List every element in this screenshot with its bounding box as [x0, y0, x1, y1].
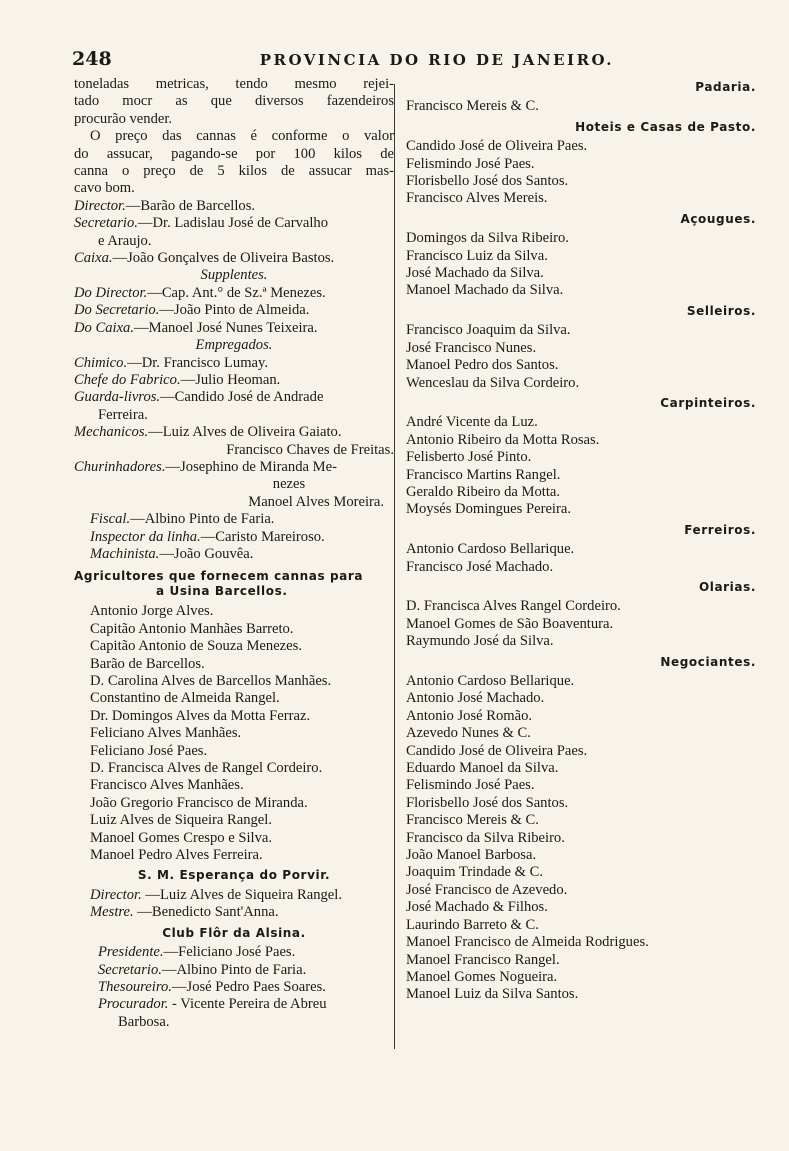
list-item: Florisbello José dos Santos. — [406, 173, 569, 190]
list-item: Manoel Gomes de São Boaventura. — [406, 615, 614, 632]
section-heading: Carpinteiros. — [660, 395, 756, 410]
list-item: Antonio Cardoso Bellarique. — [406, 541, 575, 558]
list-item: Francisco Joaquim da Silva. — [406, 322, 571, 339]
page-number: 248 — [72, 48, 112, 70]
section-list — [400, 414, 760, 518]
agricultores-heading — [74, 569, 394, 599]
list-item: Francisco José Machado. — [406, 558, 554, 575]
section-heading: Açougues. — [680, 211, 756, 226]
officer-entry — [74, 996, 394, 1013]
section-list — [400, 541, 760, 576]
list-item: Capitão Antonio de Souza Menezes. — [90, 638, 302, 655]
officer-entry — [74, 979, 394, 996]
role-label: Guarda-livros. — [74, 389, 161, 406]
left-column — [74, 76, 394, 1031]
list-item: Feliciano Alves Manhães. — [90, 725, 242, 742]
list-item: Manoel Luiz da Silva Santos. — [406, 986, 579, 1003]
supplente-entry — [74, 302, 394, 319]
person-name: - Vicente Pereira de Abreu — [168, 996, 327, 1013]
list-item: D. Francisca Alves Rangel Cordeiro. — [406, 598, 621, 615]
person-name: e Araujo. — [98, 232, 152, 249]
person-name: —Josephino de Miranda Me- — [165, 458, 337, 475]
role-label: Caixa. — [74, 250, 113, 267]
list-item: Francisco Mereis & C. — [406, 98, 539, 115]
officer-entry-continued — [74, 1014, 394, 1031]
supplentes-heading: Supplentes. — [200, 267, 268, 284]
section-list — [400, 598, 760, 650]
list-item: Feliciano José Paes. — [90, 742, 208, 759]
officer-entry — [74, 887, 394, 904]
text-line: toneladas metricas, tendo mesmo rejei- — [74, 76, 394, 92]
person-name: Francisco Chaves de Freitas. — [226, 441, 394, 458]
list-item: Francisco Martins Rangel. — [406, 466, 561, 483]
list-item: Luiz Alves de Siqueira Rangel. — [90, 812, 272, 829]
right-column — [400, 76, 760, 1004]
list-item: Dr. Domingos Alves da Motta Ferraz. — [90, 707, 311, 724]
list-item: João Manoel Barbosa. — [406, 847, 537, 864]
person-name: —Candido José de Andrade — [160, 389, 324, 406]
person-name: —Albino Pinto de Faria. — [130, 511, 275, 528]
person-name: —João Gouvêa. — [159, 545, 254, 562]
employee-entry-continued — [74, 494, 394, 511]
list-item: Raymundo José da Silva. — [406, 633, 554, 650]
person-name: —Barão de Barcellos. — [125, 197, 256, 214]
role-label: Do Caixa. — [74, 319, 134, 336]
person-name: —Luiz Alves de Oliveira Gaiato. — [148, 424, 342, 441]
section-list — [400, 322, 760, 392]
employee-entry — [74, 389, 394, 406]
list-item: João Gregorio Francisco de Miranda. — [90, 794, 308, 811]
officer-entry — [74, 198, 394, 215]
employee-entry — [74, 459, 394, 476]
list-item: Manoel Francisco de Almeida Rodrigues. — [406, 934, 649, 951]
role-label: Churinhadores. — [74, 458, 166, 475]
heading-line: Agricultores que fornecem cannas para — [74, 569, 364, 584]
list-item: Antonio Ribeiro da Motta Rosas. — [406, 431, 600, 448]
section-heading: Olarias. — [698, 579, 756, 594]
employee-entry-continued — [74, 407, 394, 424]
text-line: tado mocr as que diversos fazendeiros — [74, 93, 394, 110]
empregados-heading: Empregados. — [195, 337, 273, 354]
list-item: Francisco Alves Manhães. — [90, 777, 244, 794]
supplente-entry — [74, 285, 394, 302]
list-item: André Vicente da Luz. — [406, 414, 538, 431]
column-divider — [394, 84, 395, 1049]
esperanca-list — [74, 887, 394, 922]
list-item: José Machado & Filhos. — [406, 899, 548, 916]
role-label: Do Secretario. — [74, 302, 160, 319]
section-heading: Negociantes. — [660, 654, 756, 669]
section-heading: Padaria. — [695, 80, 756, 94]
role-label: Mestre. — [90, 904, 134, 921]
role-label: Procurador. — [98, 996, 169, 1013]
list-item: Manoel Gomes Crespo e Silva. — [90, 829, 272, 846]
person-name: Ferreira. — [98, 406, 148, 423]
list-item: Manoel Pedro Alves Ferreira. — [90, 847, 263, 864]
officers-list — [74, 198, 394, 268]
list-item: Joaquim Trindade & C. — [406, 864, 544, 881]
list-item: Antonio José Machado. — [406, 690, 545, 707]
list-item: D. Francisca Alves de Rangel Cordeiro. — [90, 760, 323, 777]
person-name: —Cap. Ant.° de Sz.ª Menezes. — [147, 284, 326, 301]
page-title: PROVINCIA DO RIO DE JANEIRO. — [259, 51, 614, 69]
list-item: José Machado da Silva. — [406, 265, 544, 282]
employee-entry — [74, 546, 394, 563]
role-label: Director. — [90, 886, 142, 903]
list-item: Francisco Luiz da Silva. — [406, 247, 548, 264]
section-list — [400, 98, 760, 115]
list-item: Azevedo Nunes & C. — [406, 725, 531, 742]
employee-entry-continued — [74, 442, 394, 459]
list-item: Felisberto José Pinto. — [406, 449, 532, 466]
text-line: O preço das cannas é conforme o valor — [90, 128, 394, 145]
section-list — [400, 673, 760, 1004]
role-label: Inspector da linha. — [90, 528, 201, 545]
list-item: José Francisco de Azevedo. — [406, 881, 568, 898]
list-item: Constantino de Almeida Rangel. — [90, 690, 280, 707]
esperanca-heading: S. M. Esperança do Porvir. — [137, 868, 331, 883]
section-heading: Hoteis e Casas de Pasto. — [575, 119, 756, 134]
heading-line: a Usina Barcellos. — [156, 584, 288, 599]
list-item: Candido José de Oliveira Paes. — [406, 138, 588, 155]
role-label: Thesoureiro. — [98, 978, 172, 995]
person-name: —Dr. Francisco Lumay. — [127, 354, 269, 371]
section-list — [400, 138, 760, 208]
employee-entry — [74, 511, 394, 528]
role-label: Presidente. — [98, 944, 164, 961]
role-label: Do Director. — [74, 284, 148, 301]
person-name: Barbosa. — [118, 1013, 170, 1030]
role-label: Chimico. — [74, 354, 128, 371]
list-item: Manoel Gomes Nogueira. — [406, 968, 558, 985]
list-item: Eduardo Manoel da Silva. — [406, 760, 559, 777]
list-item: Moysés Domingues Pereira. — [406, 501, 571, 518]
page-header — [72, 48, 762, 74]
section-heading: Selleiros. — [686, 303, 756, 318]
role-label: Director. — [74, 197, 126, 214]
list-item: Florisbello José dos Santos. — [406, 794, 569, 811]
role-label: Machinista. — [90, 545, 160, 562]
list-item: Manoel Pedro dos Santos. — [406, 357, 559, 374]
person-name: —Julio Heoman. — [180, 371, 281, 388]
club-heading: Club Flôr da Alsina. — [162, 925, 306, 940]
list-item: Francisco Alves Mereis. — [406, 190, 548, 207]
person-name: nezes — [272, 476, 306, 493]
text-line: procurão vender. — [74, 110, 173, 127]
person-name: —Dr. Ladislau José de Carvalho — [137, 215, 328, 232]
person-name: Manoel Alves Moreira. — [248, 493, 384, 510]
person-name: —José Pedro Paes Soares. — [171, 978, 326, 995]
officer-entry — [74, 215, 394, 232]
list-item: Felismindo José Paes. — [406, 155, 535, 172]
section-heading: Ferreiros. — [684, 522, 756, 537]
role-label: Secretario. — [74, 215, 138, 232]
list-item: Antonio José Romão. — [406, 707, 533, 724]
list-item: Wenceslau da Silva Cordeiro. — [406, 374, 580, 391]
text-line: cavo bom. — [74, 180, 135, 197]
person-name: —Caristo Mareiroso. — [200, 528, 325, 545]
list-item: Antonio Jorge Alves. — [90, 603, 214, 620]
officer-entry — [74, 250, 394, 267]
list-item: Francisco da Silva Ribeiro. — [406, 829, 565, 846]
club-list — [74, 944, 394, 1031]
agricultores-list — [74, 603, 394, 864]
list-item: Laurindo Barreto & C. — [406, 916, 539, 933]
intro-paragraph — [74, 76, 394, 198]
list-item: Antonio Cardoso Bellarique. — [406, 673, 575, 689]
person-name: —João Gonçalves de Oliveira Bastos. — [112, 250, 335, 267]
role-label: Fiscal. — [90, 511, 131, 528]
text-line: do assucar, pagando-se por 100 kilos de — [74, 145, 394, 162]
person-name: —Luiz Alves de Siqueira Rangel. — [141, 886, 342, 903]
list-item: José Francisco Nunes. — [406, 339, 537, 356]
empregados-list — [74, 355, 394, 564]
person-name: —Albino Pinto de Faria. — [161, 961, 307, 978]
list-item: Francisco Mereis & C. — [406, 812, 539, 829]
employee-entry — [74, 355, 394, 372]
employee-entry — [74, 372, 394, 389]
list-item: Manoel Francisco Rangel. — [406, 951, 560, 968]
list-item: Manoel Machado da Silva. — [406, 282, 564, 299]
employee-entry-continued — [74, 476, 394, 493]
officer-entry — [74, 944, 394, 961]
text-line: canna o preço de 5 kilos de assucar mas- — [74, 163, 394, 180]
list-item: Felismindo José Paes. — [406, 777, 535, 794]
officer-entry — [74, 904, 394, 921]
supplente-entry — [74, 320, 394, 337]
person-name: —Feliciano José Paes. — [163, 944, 296, 961]
employee-entry — [74, 424, 394, 441]
role-label: Mechanicos. — [74, 424, 149, 441]
list-item: Geraldo Ribeiro da Motta. — [406, 483, 561, 500]
person-name: —Benedicto Sant'Anna. — [133, 904, 279, 921]
list-item: Barão de Barcellos. — [90, 655, 205, 672]
list-item: Capitão Antonio Manhães Barreto. — [90, 620, 294, 637]
person-name: —Manoel José Nunes Teixeira. — [134, 319, 318, 336]
employee-entry — [74, 529, 394, 546]
person-name: —João Pinto de Almeida. — [159, 302, 310, 319]
supplentes-list — [74, 285, 394, 337]
section-list — [400, 230, 760, 300]
list-item: Candido José de Oliveira Paes. — [406, 742, 588, 759]
officer-entry-continued — [74, 233, 394, 250]
officer-entry — [74, 962, 394, 979]
role-label: Secretario. — [98, 961, 162, 978]
list-item: D. Carolina Alves de Barcellos Manhães. — [90, 673, 332, 689]
role-label: Chefe do Fabrico. — [74, 371, 181, 388]
list-item: Domingos da Silva Ribeiro. — [406, 230, 569, 247]
